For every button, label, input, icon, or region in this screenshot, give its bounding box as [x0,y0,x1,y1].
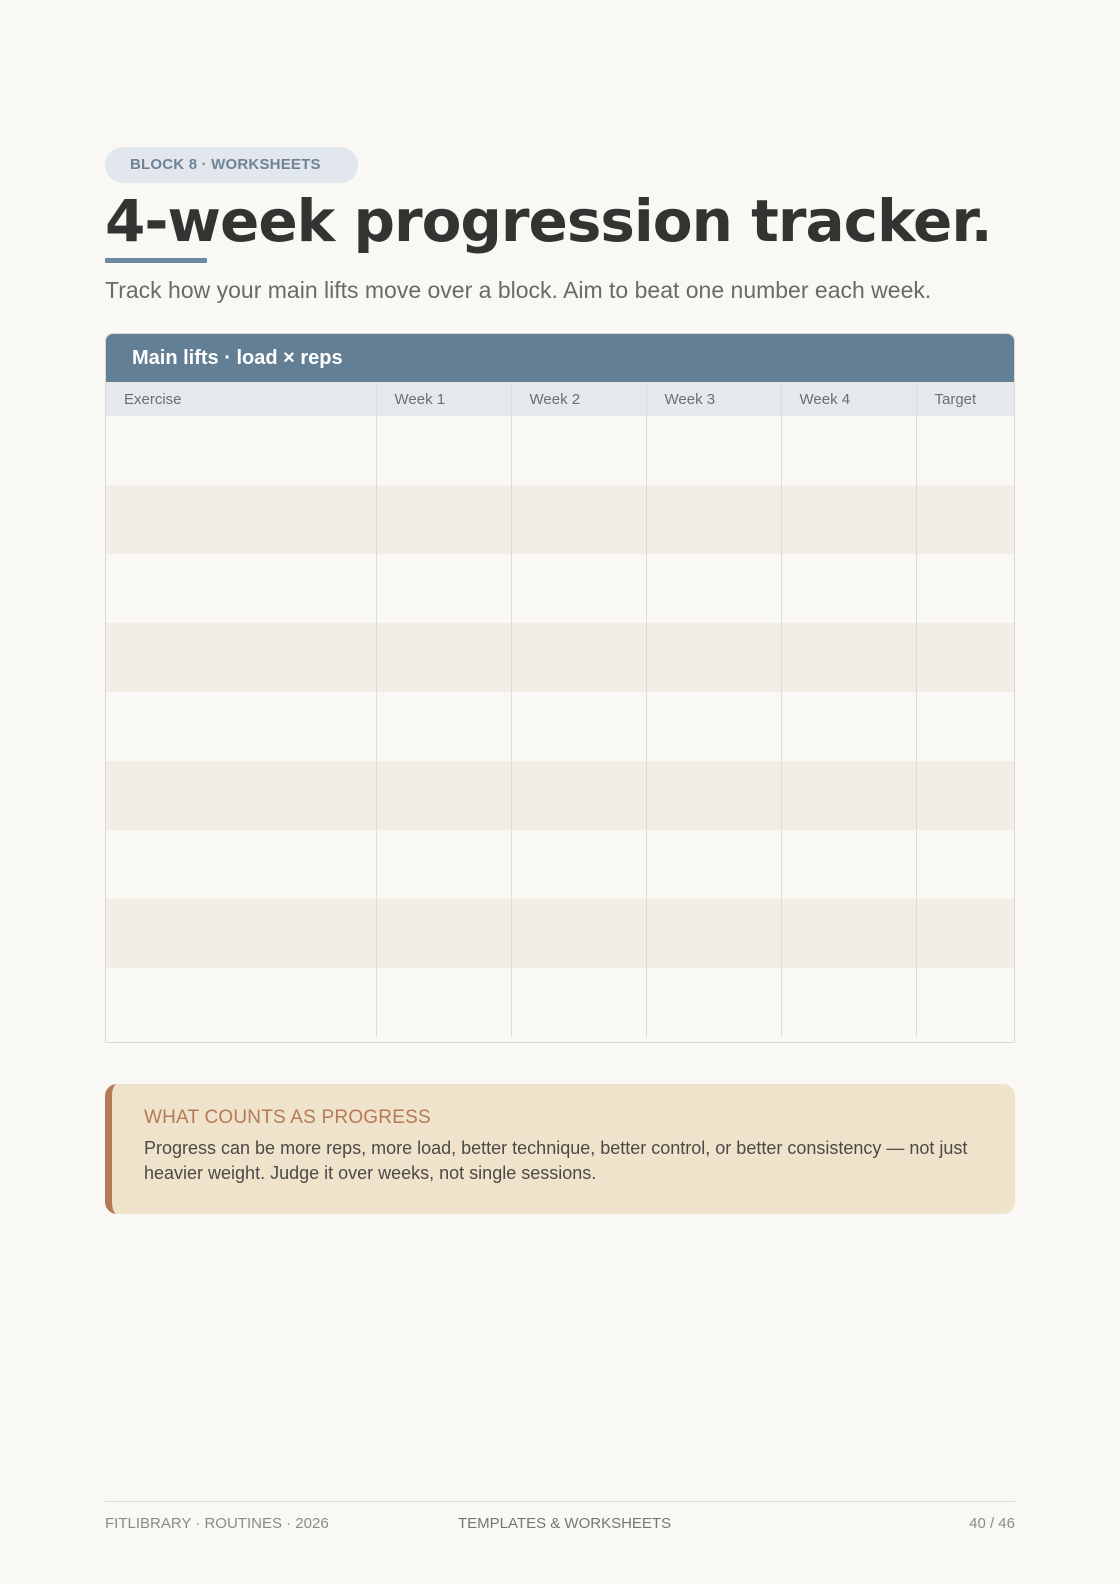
entry-cell-week-4[interactable] [781,830,916,899]
table-row [106,485,1014,554]
entry-cell-week-3[interactable] [646,623,781,692]
entry-cell-week-3[interactable] [646,692,781,761]
column-header-week-2: Week 2 [511,382,646,416]
entry-cell-week-3[interactable] [646,485,781,554]
entry-cell-week-4[interactable] [781,623,916,692]
entry-cell-exercise[interactable] [106,830,376,899]
entry-cell-week-1[interactable] [376,416,511,485]
table-header-bar: Main lifts · load × reps [106,334,1014,382]
entry-cell-target[interactable] [916,692,1014,761]
footer-publication: FITLIBRARY · ROUTINES · 2026 [105,1515,329,1532]
entry-cell-week-4[interactable] [781,554,916,623]
entry-cell-week-1[interactable] [376,830,511,899]
entry-cell-week-2[interactable] [511,968,646,1037]
table-row [106,623,1014,692]
entry-cell-target[interactable] [916,899,1014,968]
table-row [106,968,1014,1037]
table-row [106,830,1014,899]
table-row [106,692,1014,761]
entry-cell-week-1[interactable] [376,968,511,1037]
column-header-row [106,382,1014,416]
progression-tracker-table [105,333,1015,1043]
entry-cell-week-2[interactable] [511,899,646,968]
table-row [106,761,1014,830]
entry-cell-week-1[interactable] [376,692,511,761]
entry-cell-target[interactable] [916,968,1014,1037]
entry-cell-week-3[interactable] [646,416,781,485]
entry-cell-exercise[interactable] [106,899,376,968]
footer-section: TEMPLATES & WORKSHEETS [458,1515,672,1532]
entry-cell-week-3[interactable] [646,554,781,623]
worksheet-page [105,0,1015,1584]
entry-cell-week-2[interactable] [511,485,646,554]
entry-cell-week-2[interactable] [511,554,646,623]
entry-cell-exercise[interactable] [106,968,376,1037]
entry-cell-exercise[interactable] [106,623,376,692]
entry-cell-week-4[interactable] [781,485,916,554]
column-header-exercise: Exercise [106,382,376,416]
entry-cell-week-3[interactable] [646,830,781,899]
entry-cell-target[interactable] [916,830,1014,899]
callout-body: Progress can be more reps, more load, better technique, better control, or better consistency — not just heavier weight. Judge it over weeks, not single sessions. [144,1138,968,1183]
entry-cell-week-2[interactable] [511,761,646,830]
table-row [106,899,1014,968]
title-underline [105,258,207,263]
tracker-grid [106,382,1014,1037]
page-number: 40 / 46 [969,1515,1015,1532]
entry-cell-target[interactable] [916,623,1014,692]
table-row [106,554,1014,623]
column-header-week-1: Week 1 [376,382,511,416]
entry-cell-week-1[interactable] [376,761,511,830]
entry-cell-exercise[interactable] [106,416,376,485]
tracker-rows [106,416,1014,1037]
entry-cell-week-3[interactable] [646,899,781,968]
entry-cell-target[interactable] [916,761,1014,830]
page-subtitle: Track how your main lifts move over a block. Aim to beat one number each week. [105,277,932,303]
entry-cell-exercise[interactable] [106,692,376,761]
entry-cell-week-4[interactable] [781,761,916,830]
entry-cell-week-1[interactable] [376,554,511,623]
entry-cell-exercise[interactable] [106,554,376,623]
entry-cell-week-2[interactable] [511,830,646,899]
entry-cell-exercise[interactable] [106,485,376,554]
column-header-target: Target [916,382,1014,416]
progress-callout [105,1084,1015,1214]
entry-cell-week-4[interactable] [781,416,916,485]
entry-cell-week-1[interactable] [376,899,511,968]
entry-cell-week-2[interactable] [511,623,646,692]
entry-cell-week-1[interactable] [376,485,511,554]
entry-cell-week-1[interactable] [376,623,511,692]
entry-cell-target[interactable] [916,485,1014,554]
column-header-week-4: Week 4 [781,382,916,416]
entry-cell-week-3[interactable] [646,968,781,1037]
section-badge: BLOCK 8 · WORKSHEETS [105,147,358,183]
entry-cell-target[interactable] [916,416,1014,485]
entry-cell-week-4[interactable] [781,899,916,968]
table-row [106,416,1014,485]
entry-cell-week-2[interactable] [511,416,646,485]
callout-title: WHAT COUNTS AS PROGRESS [144,1107,431,1128]
entry-cell-week-2[interactable] [511,692,646,761]
column-header-week-3: Week 3 [646,382,781,416]
entry-cell-week-4[interactable] [781,692,916,761]
page-title: 4-week progression tracker. [105,187,992,255]
entry-cell-week-3[interactable] [646,761,781,830]
entry-cell-week-4[interactable] [781,968,916,1037]
entry-cell-target[interactable] [916,554,1014,623]
footer-divider [105,1501,1015,1502]
entry-cell-exercise[interactable] [106,761,376,830]
